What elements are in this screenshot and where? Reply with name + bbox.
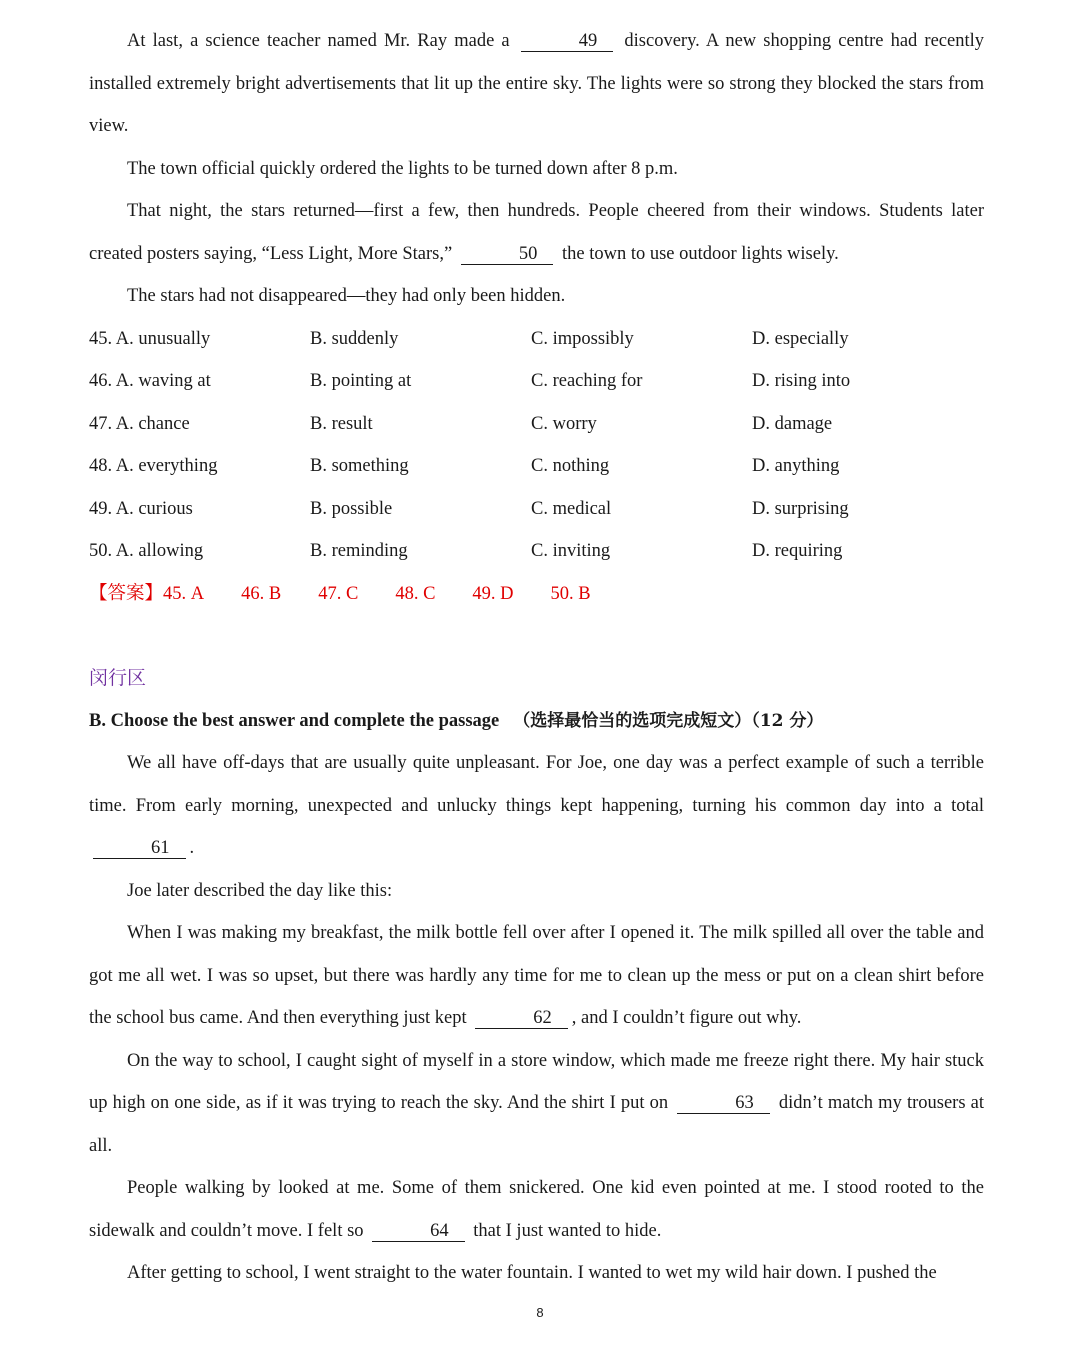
option-b: B. pointing at	[310, 371, 412, 391]
option-row-48	[89, 445, 984, 488]
option-row-49	[89, 488, 984, 531]
blank-64: 64	[372, 1221, 465, 1242]
section-heading: B. Choose the best answer and complete the passage （选择最恰当的选项完成短文）（12 分）	[89, 710, 824, 731]
blank-63: 63	[677, 1093, 770, 1114]
option-a: 45. A. unusually	[89, 328, 211, 349]
answer-46: 46. B	[241, 583, 282, 604]
option-row-50	[89, 530, 984, 573]
passage2-paragraph-5: People walking by looked at me. Some of them snickered. One kid even pointed at me. I stood rooted to the sidewalk and couldn’t move. I felt so 64 that I just wanted to hide.	[89, 1178, 984, 1241]
passage1-paragraph-3: That night, the stars returned—first a few, then hundreds. People cheered from their windows. Students later created posters saying, “Less Light, More Stars,” 50 the town to use outdoor lights wisely.	[89, 201, 984, 264]
district-heading: 闵行区	[89, 667, 147, 689]
answer-47: 47. C	[318, 583, 359, 604]
option-c: C. worry	[531, 413, 597, 434]
option-d: D. damage	[752, 413, 833, 434]
answer-key	[89, 573, 984, 616]
passage1-paragraph-2: The town official quickly ordered the lights to be turned down after 8 p.m.	[127, 158, 678, 179]
answer-49: 49. D	[472, 583, 514, 604]
passage1-paragraph-4: The stars had not disappeared—they had only been hidden.	[127, 286, 566, 306]
passage2-paragraph-3: When I was making my breakfast, the milk bottle fell over after I opened it. The milk spilled all over the table and got me all wet. I was so upset, but there was hardly any time for me to clean up the mess or put on a clean shirt before the school bus came. And then everything just kept 62 , and I couldn’t figure out why.	[89, 923, 984, 1028]
option-c: C. nothing	[531, 456, 610, 476]
option-b: B. reminding	[310, 541, 408, 561]
option-d: D. anything	[752, 456, 840, 476]
option-d: D. rising into	[752, 371, 851, 391]
option-b: B. something	[310, 456, 409, 476]
passage2-paragraph-1: We all have off-days that are usually quite unpleasant. For Joe, one day was a perfect example of such a terrible time. From early morning, unexpected and unlucky things kept happening, turning his common day into a total 61 .	[89, 753, 984, 858]
options-list	[89, 318, 984, 573]
option-row-47	[89, 403, 984, 446]
option-c: C. reaching for	[531, 371, 643, 391]
blank-50: 50	[461, 244, 554, 265]
option-c: C. inviting	[531, 541, 611, 561]
option-row-45	[89, 318, 984, 361]
blank-49: 49	[521, 31, 614, 52]
option-d: D. especially	[752, 328, 849, 349]
option-b: B. result	[310, 413, 373, 434]
option-row-46	[89, 360, 984, 403]
option-c: C. impossibly	[531, 328, 634, 349]
option-a: 47. A. chance	[89, 413, 190, 434]
passage2-paragraph-2: Joe later described the day like this:	[127, 880, 393, 901]
option-c: C. medical	[531, 498, 612, 519]
passage2-paragraph-4: On the way to school, I caught sight of myself in a store window, which made me freeze right there. My hair stuck up high on one side, as if it was trying to reach the sky. And the shirt I put on 63 didn’t match my trousers at all.	[89, 1050, 984, 1156]
option-a: 48. A. everything	[89, 456, 218, 476]
document-page	[89, 20, 984, 1295]
option-a: 50. A. allowing	[89, 541, 204, 561]
blank-61: 61	[93, 838, 186, 859]
option-a: 46. A. waving at	[89, 371, 211, 391]
option-b: B. suddenly	[310, 328, 399, 349]
page-number: 8	[536, 1305, 544, 1320]
answer-45: 【答案】45. A	[89, 583, 205, 604]
answer-50: 50. B	[550, 583, 591, 604]
option-d: D. requiring	[752, 541, 843, 561]
option-d: D. surprising	[752, 498, 849, 519]
passage2-paragraph-6: After getting to school, I went straight to the water fountain. I wanted to wet my wild hair down. I pushed the	[127, 1263, 937, 1283]
blank-62: 62	[475, 1008, 568, 1029]
option-a: 49. A. curious	[89, 498, 193, 519]
passage1-paragraph-1: At last, a science teacher named Mr. Ray made a 49 discovery. A new shopping centre had recently installed extremely bright advertisements that lit up the entire sky. The lights were so strong they blocked the stars from view.	[89, 31, 984, 136]
option-b: B. possible	[310, 498, 393, 519]
answer-48: 48. C	[395, 583, 436, 604]
spacer	[89, 615, 984, 657]
